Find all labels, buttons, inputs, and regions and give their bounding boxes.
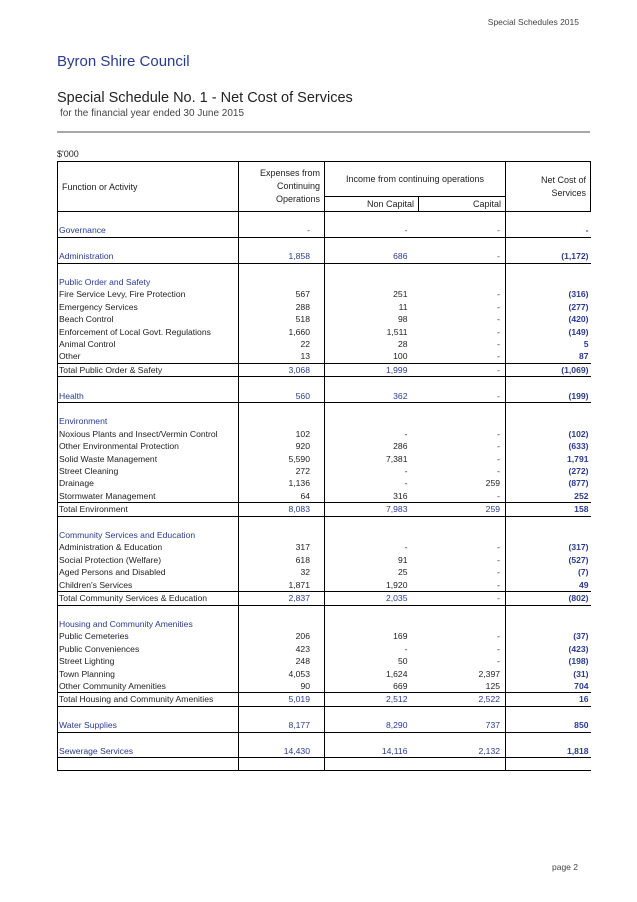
row-label: Total Public Order & Safety	[58, 363, 239, 376]
net-cost-cell	[506, 758, 591, 771]
non-capital-cell	[325, 276, 419, 288]
non-capital-cell	[325, 212, 419, 225]
net-cost-cell: (277)	[506, 301, 591, 313]
non-capital-cell	[325, 529, 419, 541]
row-label: Community Services and Education	[58, 529, 239, 541]
expenses-cell	[239, 516, 325, 529]
expenses-cell: 288	[239, 301, 325, 313]
net-cost-cell: (1,069)	[506, 363, 591, 376]
expenses-cell: 567	[239, 288, 325, 300]
capital-cell: -	[497, 567, 501, 578]
expenses-cell: 920	[239, 440, 325, 452]
net-cost-cell: (316)	[506, 288, 591, 300]
row-label: Noxious Plants and Insect/Vermin Control	[58, 428, 239, 440]
capital-cell	[419, 212, 506, 225]
non-capital-cell	[325, 403, 419, 416]
non-capital-cell: 286	[393, 441, 408, 452]
row-label	[58, 605, 239, 618]
council-name: Byron Shire Council	[57, 53, 190, 70]
expenses-cell: 8,083	[239, 503, 325, 516]
row-label	[58, 212, 239, 225]
expenses-cell: 90	[239, 680, 325, 693]
net-cost-cell	[506, 605, 591, 618]
expenses-cell	[239, 212, 325, 225]
capital-cell: 2,522	[419, 693, 506, 706]
spacer-row	[58, 732, 591, 745]
row-label: Water Supplies	[58, 719, 239, 732]
expenses-cell	[239, 618, 325, 630]
row-label: Public Conveniences	[58, 643, 239, 655]
expenses-cell: 248	[239, 655, 325, 667]
spacer-row	[58, 706, 591, 719]
col-header-income: Income from continuing operations	[325, 162, 506, 197]
expenses-cell: 3,068	[239, 363, 325, 376]
net-cost-cell	[506, 263, 591, 276]
non-capital-cell: 1,920	[385, 579, 408, 590]
section-heading-row	[58, 415, 591, 427]
row-label: Drainage	[58, 477, 239, 489]
table-row	[58, 224, 591, 237]
non-capital-cell: -	[404, 428, 408, 439]
non-capital-cell	[325, 237, 419, 250]
expenses-cell: 5,590	[239, 453, 325, 465]
page-number: page 2	[552, 862, 578, 872]
non-capital-cell	[325, 706, 419, 719]
expenses-cell: 206	[239, 630, 325, 642]
capital-cell: -	[497, 453, 501, 464]
row-label: Emergency Services	[58, 301, 239, 313]
capital-cell	[419, 732, 506, 745]
total-row	[58, 363, 591, 376]
expenses-cell: 1,136	[239, 477, 325, 489]
net-cost-cell: (420)	[506, 313, 591, 325]
table-row	[58, 465, 591, 477]
page-title: Special Schedule No. 1 - Net Cost of Services	[57, 90, 353, 106]
non-capital-cell: 50	[397, 656, 408, 667]
net-cost-cell: (527)	[506, 554, 591, 566]
expenses-cell	[239, 237, 325, 250]
table-row	[58, 428, 591, 440]
expenses-cell: 8,177	[239, 719, 325, 732]
capital-cell	[419, 516, 506, 529]
table-row	[58, 440, 591, 452]
row-label: Town Planning	[58, 668, 239, 680]
net-cost-cell: 1,791	[506, 453, 591, 465]
capital-cell	[419, 415, 506, 427]
row-label	[58, 263, 239, 276]
expenses-cell	[239, 415, 325, 427]
capital-cell	[419, 706, 506, 719]
non-capital-cell: 2,035	[325, 592, 419, 605]
capital-cell: 2,132	[419, 745, 506, 758]
expenses-cell: 32	[239, 566, 325, 578]
net-cost-cell: (37)	[506, 630, 591, 642]
expenses-cell: 272	[239, 465, 325, 477]
capital-cell: -	[497, 326, 501, 337]
non-capital-cell: -	[404, 478, 408, 489]
non-capital-cell: -	[325, 224, 419, 237]
capital-cell: -	[497, 542, 501, 553]
net-cost-cell	[506, 212, 591, 225]
row-label: Fire Service Levy, Fire Protection	[58, 288, 239, 300]
table-row	[58, 338, 591, 350]
net-cost-cell: (1,172)	[506, 250, 591, 263]
spacer-row	[58, 263, 591, 276]
net-cost-cell	[506, 732, 591, 745]
non-capital-cell: 1,511	[386, 326, 408, 337]
non-capital-cell: 7,983	[325, 503, 419, 516]
net-cost-cell: (877)	[506, 477, 591, 489]
net-cost-cell	[506, 377, 591, 390]
table-row	[58, 680, 591, 693]
row-label: Social Protection (Welfare)	[58, 554, 239, 566]
capital-cell	[419, 263, 506, 276]
non-capital-cell: 8,290	[325, 719, 419, 732]
expenses-cell: 560	[239, 390, 325, 403]
expenses-cell	[239, 758, 325, 771]
table-row	[58, 630, 591, 642]
capital-cell: -	[497, 289, 501, 300]
non-capital-cell: 91	[397, 554, 408, 565]
non-capital-cell: 169	[393, 631, 408, 642]
non-capital-cell: 98	[397, 314, 408, 325]
row-label: Administration	[58, 250, 239, 263]
capital-cell	[419, 403, 506, 416]
row-label: Total Environment	[58, 503, 239, 516]
row-label: Children's Services	[58, 579, 239, 592]
page-subtitle: for the financial year ended 30 June 2015	[60, 108, 245, 119]
expenses-cell: 618	[239, 554, 325, 566]
net-cost-cell: 850	[506, 719, 591, 732]
non-capital-cell: 1,624	[385, 668, 408, 679]
capital-cell	[419, 605, 506, 618]
table-row	[58, 655, 591, 667]
capital-cell: -	[497, 656, 501, 667]
expenses-cell	[239, 706, 325, 719]
row-label: Environment	[58, 415, 239, 427]
table-row	[58, 250, 591, 263]
expenses-cell: 2,837	[239, 592, 325, 605]
net-cost-cell: (633)	[506, 440, 591, 452]
table-row	[58, 719, 591, 732]
spacer-row	[58, 377, 591, 390]
non-capital-cell: -	[404, 466, 408, 477]
capital-cell: -	[497, 466, 501, 477]
net-cost-table	[57, 161, 591, 771]
expenses-cell: 1,858	[239, 250, 325, 263]
non-capital-cell: 686	[325, 250, 419, 263]
expenses-cell: 423	[239, 643, 325, 655]
row-label	[58, 706, 239, 719]
net-cost-cell: 252	[506, 490, 591, 503]
net-cost-cell	[506, 618, 591, 630]
capital-cell: -	[497, 631, 501, 642]
table-body	[58, 212, 591, 771]
capital-cell	[419, 529, 506, 541]
net-cost-cell: (198)	[506, 655, 591, 667]
net-cost-cell	[506, 516, 591, 529]
expenses-cell	[239, 605, 325, 618]
row-label: Governance	[58, 224, 239, 237]
capital-cell: -	[497, 490, 501, 501]
row-label: Aged Persons and Disabled	[58, 566, 239, 578]
total-row	[58, 592, 591, 605]
row-label	[58, 516, 239, 529]
table-row	[58, 566, 591, 578]
net-cost-cell: 1,818	[506, 745, 591, 758]
table-row	[58, 350, 591, 363]
net-cost-cell	[506, 276, 591, 288]
spacer-row	[58, 758, 591, 771]
row-label: Beach Control	[58, 313, 239, 325]
spacer-row	[58, 212, 591, 225]
row-label: Total Housing and Community Amenities	[58, 693, 239, 706]
row-label	[58, 377, 239, 390]
non-capital-cell	[325, 605, 419, 618]
table-row	[58, 390, 591, 403]
expenses-cell	[239, 263, 325, 276]
row-label	[58, 237, 239, 250]
net-cost-cell	[506, 403, 591, 416]
capital-cell: -	[419, 363, 506, 376]
net-cost-cell: (802)	[506, 592, 591, 605]
expenses-cell: 317	[239, 541, 325, 553]
capital-cell: 2,397	[478, 668, 501, 679]
non-capital-cell: 100	[393, 351, 408, 362]
table-row	[58, 490, 591, 503]
expenses-cell	[239, 377, 325, 390]
expenses-cell	[239, 529, 325, 541]
row-label: Stormwater Management	[58, 490, 239, 503]
capital-cell: -	[497, 301, 501, 312]
net-cost-cell: (199)	[506, 390, 591, 403]
expenses-cell	[239, 403, 325, 416]
capital-cell	[419, 377, 506, 390]
table-row	[58, 668, 591, 680]
non-capital-cell: 25	[397, 567, 408, 578]
non-capital-cell: 316	[393, 490, 408, 501]
expenses-cell: 102	[239, 428, 325, 440]
non-capital-cell	[325, 377, 419, 390]
expenses-cell: 518	[239, 313, 325, 325]
non-capital-cell: 11	[398, 301, 408, 312]
non-capital-cell	[325, 732, 419, 745]
table-row	[58, 554, 591, 566]
row-label: Animal Control	[58, 338, 239, 350]
capital-cell: -	[419, 390, 506, 403]
net-cost-cell	[506, 415, 591, 427]
table-row	[58, 477, 591, 489]
spacer-row	[58, 403, 591, 416]
table-row	[58, 745, 591, 758]
capital-cell: 259	[485, 478, 501, 489]
net-cost-cell: (149)	[506, 326, 591, 338]
capital-cell	[419, 276, 506, 288]
spacer-row	[58, 605, 591, 618]
capital-cell: -	[497, 351, 501, 362]
capital-cell: 259	[419, 503, 506, 516]
net-cost-cell: (102)	[506, 428, 591, 440]
row-label: Other	[58, 350, 239, 363]
expenses-cell: 1,660	[239, 326, 325, 338]
running-header: Special Schedules 2015	[487, 17, 579, 27]
spacer-row	[58, 516, 591, 529]
non-capital-cell: -	[404, 542, 408, 553]
expenses-cell: 1,871	[239, 579, 325, 592]
col-header-capital: Capital	[419, 197, 506, 212]
net-cost-cell: 158	[506, 503, 591, 516]
col-header-non-capital: Non Capital	[325, 197, 419, 212]
table-row	[58, 643, 591, 655]
row-label: Street Cleaning	[58, 465, 239, 477]
row-label: Enforcement of Local Govt. Regulations	[58, 326, 239, 338]
total-row	[58, 693, 591, 706]
col-header-function: Function or Activity	[58, 162, 239, 212]
non-capital-cell: 2,512	[325, 693, 419, 706]
capital-cell	[419, 237, 506, 250]
capital-cell	[419, 758, 506, 771]
net-cost-cell: 49	[506, 579, 591, 592]
non-capital-cell: 669	[393, 680, 408, 691]
capital-cell: -	[497, 314, 501, 325]
row-label: Public Order and Safety	[58, 276, 239, 288]
capital-cell: -	[497, 339, 501, 350]
row-label: Housing and Community Amenities	[58, 618, 239, 630]
non-capital-cell	[325, 263, 419, 276]
net-cost-cell	[506, 529, 591, 541]
non-capital-cell	[325, 516, 419, 529]
table-row	[58, 301, 591, 313]
net-cost-cell: 704	[506, 680, 591, 693]
non-capital-cell: 7,381	[385, 453, 408, 464]
row-label: Administration & Education	[58, 541, 239, 553]
non-capital-cell: 14,116	[325, 745, 419, 758]
expenses-cell	[239, 732, 325, 745]
row-label	[58, 403, 239, 416]
row-label: Solid Waste Management	[58, 453, 239, 465]
expenses-cell: -	[239, 224, 325, 237]
capital-cell: -	[497, 441, 501, 452]
capital-cell: 125	[485, 680, 501, 691]
capital-cell: -	[419, 592, 506, 605]
non-capital-cell: 251	[393, 289, 408, 300]
net-cost-cell: (423)	[506, 643, 591, 655]
expenses-cell	[239, 276, 325, 288]
row-label	[58, 758, 239, 771]
expenses-cell: 64	[239, 490, 325, 503]
net-cost-cell	[506, 237, 591, 250]
non-capital-cell: 362	[325, 390, 419, 403]
row-label: Public Cemeteries	[58, 630, 239, 642]
expenses-cell: 13	[239, 350, 325, 363]
table-row	[58, 313, 591, 325]
net-cost-cell: 87	[506, 350, 591, 363]
col-header-expenses: Expenses from Continuing Operations	[239, 162, 325, 212]
net-cost-cell: (31)	[506, 668, 591, 680]
table-row	[58, 326, 591, 338]
row-label: Street Lighting	[58, 655, 239, 667]
spacer-row	[58, 237, 591, 250]
table-row	[58, 288, 591, 300]
capital-cell: -	[497, 579, 501, 590]
non-capital-cell	[325, 618, 419, 630]
capital-cell: 737	[419, 719, 506, 732]
capital-cell	[419, 618, 506, 630]
section-heading-row	[58, 276, 591, 288]
title-divider	[57, 131, 590, 133]
row-label: Other Community Amenities	[58, 680, 239, 693]
expenses-cell: 14,430	[239, 745, 325, 758]
section-heading-row	[58, 529, 591, 541]
net-cost-cell: (7)	[506, 566, 591, 578]
row-label: Sewerage Services	[58, 745, 239, 758]
section-heading-row	[58, 618, 591, 630]
table-row	[58, 579, 591, 592]
capital-cell: -	[497, 428, 501, 439]
col-header-net-cost: Net Cost of Services	[506, 162, 591, 212]
row-label: Health	[58, 390, 239, 403]
net-cost-cell: 16	[506, 693, 591, 706]
row-label: Total Community Services & Education	[58, 592, 239, 605]
net-cost-cell: (317)	[506, 541, 591, 553]
row-label: Other Environmental Protection	[58, 440, 239, 452]
net-cost-cell: (272)	[506, 465, 591, 477]
row-label	[58, 732, 239, 745]
expenses-cell: 5,019	[239, 693, 325, 706]
expenses-cell: 4,053	[239, 668, 325, 680]
table-row	[58, 541, 591, 553]
non-capital-cell	[325, 758, 419, 771]
units-label: $'000	[57, 149, 79, 159]
capital-cell: -	[497, 554, 501, 565]
net-cost-cell	[506, 706, 591, 719]
table-row	[58, 453, 591, 465]
net-cost-cell: 5	[506, 338, 591, 350]
expenses-cell: 22	[239, 338, 325, 350]
non-capital-cell	[325, 415, 419, 427]
capital-cell: -	[419, 224, 506, 237]
non-capital-cell: -	[404, 643, 408, 654]
capital-cell: -	[419, 250, 506, 263]
non-capital-cell: 1,999	[325, 363, 419, 376]
non-capital-cell: 28	[397, 339, 408, 350]
total-row	[58, 503, 591, 516]
capital-cell: -	[497, 643, 501, 654]
net-cost-cell: -	[506, 224, 591, 237]
